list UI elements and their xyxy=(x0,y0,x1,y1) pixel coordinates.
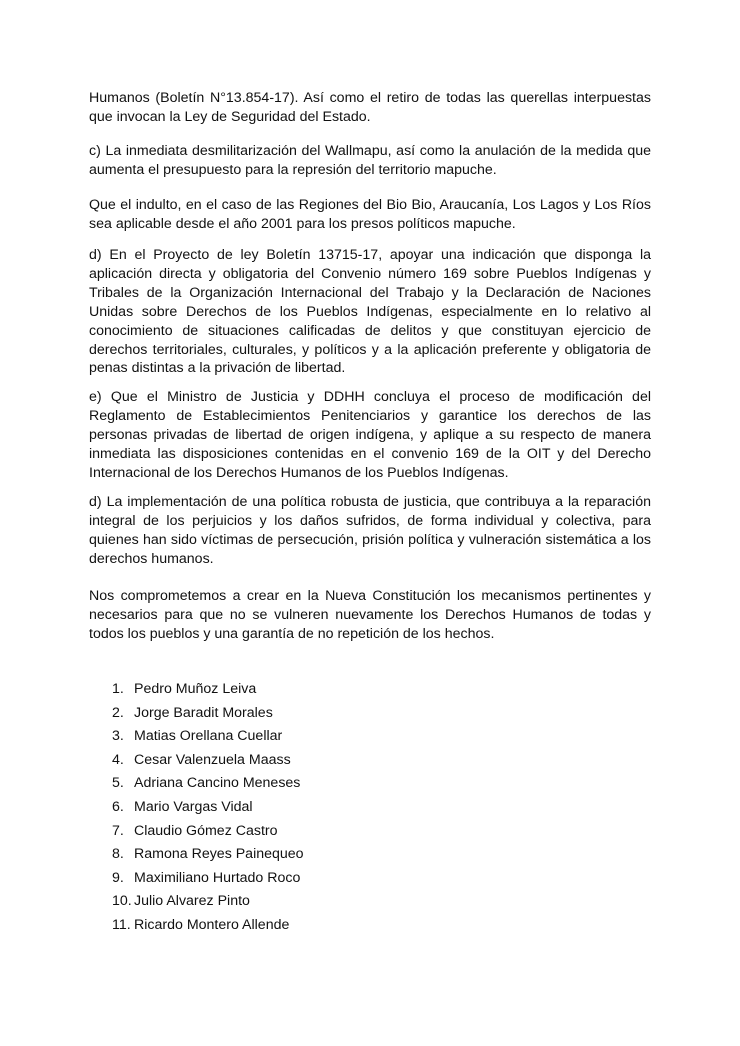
list-number: 4. xyxy=(112,751,124,768)
list-item xyxy=(112,702,304,726)
list-number: 1. xyxy=(112,681,124,697)
paragraph-d-politica-justicia: d) La implementación de una política robusta de justicia, que contribuya a la reparación integral de los perjuicios y los daños sufridos, de forma individual y colectiva, para quienes han sido víctimas de persecución, prisión política y vulneración sistemática a los derechos humanos. xyxy=(89,494,651,567)
paragraph-boletin-querellas: Humanos (Boletín N°13.854-17). Así como el retiro de todas las querellas interpuestas que invocan la Ley de Seguridad del Estado. xyxy=(89,90,651,125)
signatory-name: Jorge Baradit Morales xyxy=(134,704,273,721)
signatory-name: Claudio Gómez Castro xyxy=(134,822,278,839)
paragraph-indulto: Que el indulto, en el caso de las Regiones del Bio Bio, Araucanía, Los Lagos y Los Ríos sea aplicable desde el año 2001 para los presos políticos mapuche. xyxy=(89,197,651,232)
list-number: 3. xyxy=(112,728,124,745)
list-number: 2. xyxy=(112,704,124,721)
list-item xyxy=(112,843,304,867)
signatory-name: Julio Alvarez Pinto xyxy=(134,893,250,910)
paragraph-d-proyecto-ley: d) En el Proyecto de ley Boletín 13715-17, apoyar una indicación que disponga la aplicación directa y obligatoria del Convenio número 169 sobre Pueblos Indígenas y Tribales de la Organización Internacional del Trabajo y la Declaración de Naciones Unidas sobre Derechos de los Pueblos Indígenas, especialmente en lo relativo al conocimiento de situaciones calificadas de delitos y que constituyan ejercicio de derechos territoriales, culturales, y políticos y a la aplicación preferente y obligatoria de penas distintas a la privación de libertad. xyxy=(89,247,651,377)
list-item xyxy=(112,725,304,749)
list-item xyxy=(112,914,304,938)
list-item xyxy=(112,678,304,702)
signatory-name: Ricardo Montero Allende xyxy=(134,916,290,933)
list-number: 6. xyxy=(112,798,124,815)
signatory-name: Matias Orellana Cuellar xyxy=(134,728,283,745)
signatory-name: Ramona Reyes Painequeo xyxy=(134,846,304,863)
list-item xyxy=(112,867,304,891)
list-number: 7. xyxy=(112,822,124,839)
paragraph-c-desmilitarizacion: c) La inmediata desmilitarización del Wallmapu, así como la anulación de la medida que aumenta el presupuesto para la represión del territorio mapuche. xyxy=(89,143,651,178)
signatory-name: Cesar Valenzuela Maass xyxy=(134,751,291,768)
list-item xyxy=(112,749,304,773)
paragraph-compromiso: Nos comprometemos a crear en la Nueva Constitución los mecanismos pertinentes y necesarios para que no se vulneren nuevamente los Derechos Humanos de todas y todos los pueblos y una garantía de no repetición de los hechos. xyxy=(89,588,651,642)
signatory-name: Pedro Muñoz Leiva xyxy=(134,681,257,697)
list-item xyxy=(112,890,304,914)
list-number: 10. xyxy=(112,893,132,910)
list-number: 8. xyxy=(112,846,124,863)
signatory-name: Adriana Cancino Meneses xyxy=(134,775,301,792)
list-number: 5. xyxy=(112,775,124,792)
list-item xyxy=(112,820,304,844)
signatory-name: Maximiliano Hurtado Roco xyxy=(134,869,301,886)
signatories-list xyxy=(112,678,304,938)
list-number: 9. xyxy=(112,869,124,886)
paragraph-e-ministro-justicia: e) Que el Ministro de Justicia y DDHH concluya el proceso de modificación del Reglamento de Establecimientos Penitenciarios y garantice los derechos de las personas privadas de libertad de origen indígena, y aplique a su respecto de manera inmediata las disposiciones contenidas en el convenio 169 de la OIT y del Derecho Internacional de los Derechos Humanos de los Pueblos Indígenas. xyxy=(89,389,651,481)
signatory-name: Mario Vargas Vidal xyxy=(134,798,253,815)
list-item xyxy=(112,772,304,796)
list-number: 11. xyxy=(112,916,131,933)
list-item xyxy=(112,796,304,820)
